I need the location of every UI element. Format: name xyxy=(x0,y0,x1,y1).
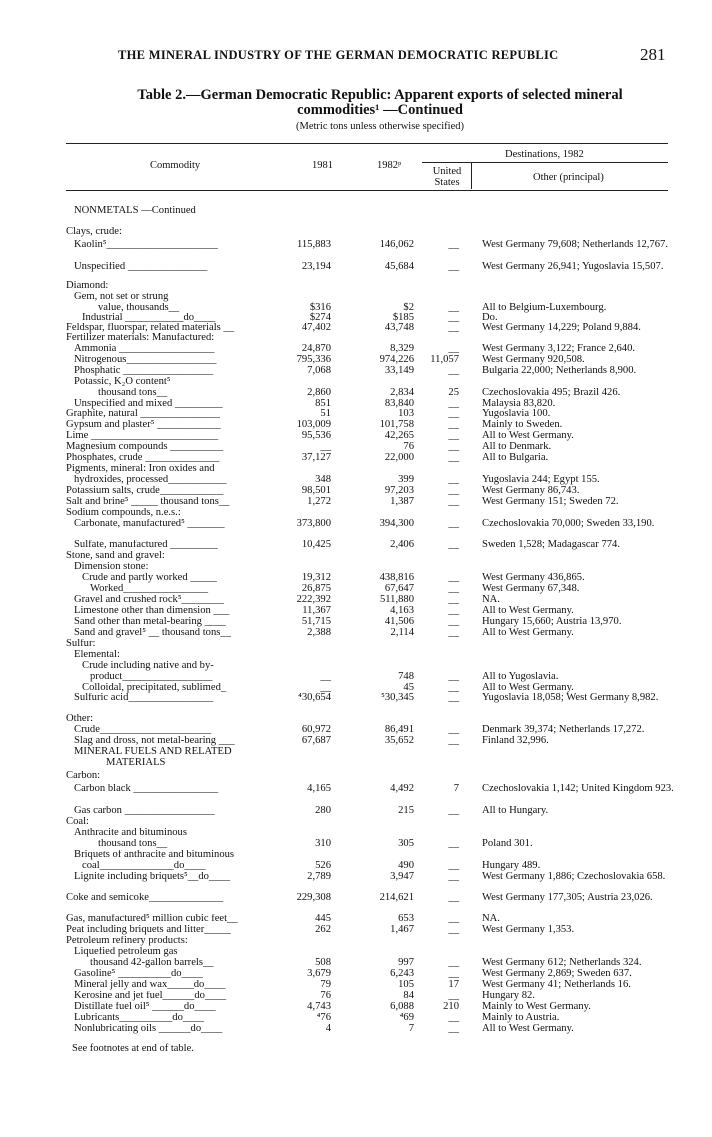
value-1982-cell: 146,062 xyxy=(379,239,414,250)
commodity-cell: thousand 42-gallon barrels__ xyxy=(90,958,214,968)
value-1982-cell: 4,163 xyxy=(390,605,414,616)
commodity-cell: Industrial ___________do____ xyxy=(82,313,216,323)
united-states-cell: 11,057 xyxy=(430,354,459,365)
other-destinations-cell: West Germany 436,865. xyxy=(482,572,585,583)
value-1982-cell: 103 xyxy=(398,408,414,419)
commodity-cell: Sulfate, manufactured _________ xyxy=(74,540,218,550)
commodity-cell: Crude and partly worked _____ xyxy=(82,573,217,583)
united-states-cell: 25 xyxy=(448,387,459,398)
value-1981-cell: 1,272 xyxy=(307,496,331,507)
value-1981-cell: $316 xyxy=(309,302,331,313)
value-1981-cell: 2,388 xyxy=(307,627,331,638)
value-1981-cell: 79 xyxy=(320,979,331,990)
united-states-cell: __ xyxy=(448,805,459,816)
value-1981-cell: __ xyxy=(320,441,331,452)
commodity-cell: Feldspar, fluorspar, related materials __ xyxy=(66,323,235,333)
other-destinations-cell: West Germany 67,348. xyxy=(482,583,580,594)
united-states-cell: __ xyxy=(448,838,459,849)
value-1981-cell: 526 xyxy=(315,860,331,871)
value-1981-cell: 280 xyxy=(315,805,331,816)
value-1982-cell: 76 xyxy=(403,441,414,452)
other-destinations-cell: Yugoslavia 100. xyxy=(482,408,551,419)
value-1982-cell: 83,840 xyxy=(384,398,414,409)
commodity-cell: Coke and semicoke______________ xyxy=(66,893,224,903)
value-1981-cell: 262 xyxy=(315,924,331,935)
commodity-cell: Clays, crude: xyxy=(66,227,122,237)
commodity-cell: Nonlubricating oils ______do____ xyxy=(74,1024,223,1034)
other-destinations-cell: NA. xyxy=(482,594,500,605)
value-1982-cell: 105 xyxy=(398,979,414,990)
other-destinations-cell: Bulgaria 22,000; Netherlands 8,900. xyxy=(482,365,637,376)
value-1982-cell: 67,647 xyxy=(384,583,414,594)
value-1981-cell: 229,308 xyxy=(296,892,331,903)
commodity-cell: Briquets of anthracite and bituminous xyxy=(74,850,235,860)
table-title-line1: Table 2.—German Democratic Republic: Apparent exports of selected mineral xyxy=(137,87,623,103)
united-states-cell: __ xyxy=(448,627,459,638)
value-1981-cell: ⁴30,654 xyxy=(298,692,331,703)
value-1982-cell: 997 xyxy=(398,957,414,968)
united-states-cell: __ xyxy=(448,583,459,594)
value-1981-cell: 19,312 xyxy=(301,572,331,583)
united-states-cell: __ xyxy=(448,605,459,616)
value-1981-cell: 26,875 xyxy=(301,583,331,594)
value-1981-cell: 10,425 xyxy=(301,539,331,550)
value-1982-cell: 399 xyxy=(398,474,414,485)
other-destinations-cell: Mainly to Sweden. xyxy=(482,419,563,430)
other-destinations-cell: West Germany 26,941; Yugoslavia 15,507. xyxy=(482,261,664,272)
united-states-cell: 7 xyxy=(453,783,459,794)
commodity-cell: Salt and brine⁵ _____ thousand tons__ xyxy=(66,497,230,507)
commodity-cell: Potassic, K₂O content⁵ xyxy=(74,377,171,387)
commodity-cell: Gas, manufactured⁵ million cubic feet__ xyxy=(66,914,238,924)
united-states-cell: __ xyxy=(448,322,459,333)
other-destinations-cell: Poland 301. xyxy=(482,838,533,849)
other-destinations-cell: All to West Germany. xyxy=(482,682,574,693)
value-1981-cell: ⁴76 xyxy=(316,1012,331,1023)
other-destinations-cell: West Germany 79,608; Netherlands 12,767. xyxy=(482,239,668,250)
value-1981-cell: 3,679 xyxy=(307,968,331,979)
other-destinations-cell: All to Yugoslavia. xyxy=(482,671,559,682)
value-1982-cell: 215 xyxy=(398,805,414,816)
commodity-cell: NONMETALS —Continued xyxy=(74,206,196,216)
commodity-cell: Gem, not set or strung xyxy=(74,292,169,302)
commodity-cell: hydroxides, processed___________ xyxy=(74,475,227,485)
united-states-cell: __ xyxy=(448,452,459,463)
commodity-cell: Gasoline⁵ __________do____ xyxy=(74,969,203,979)
commodity-cell: Phosphatic _________________ xyxy=(74,366,214,376)
commodity-cell: product_________________ xyxy=(90,672,213,682)
value-1982-cell: 2,834 xyxy=(390,387,414,398)
other-destinations-cell: Denmark 39,374; Netherlands 17,272. xyxy=(482,724,645,735)
commodity-cell: Liquefied petroleum gas xyxy=(74,947,178,957)
value-1982-cell: 84 xyxy=(403,990,414,1001)
value-1982-cell: 41,506 xyxy=(384,616,414,627)
commodity-cell: thousand tons__ xyxy=(98,839,168,849)
commodity-cell: Ammonia __________________ xyxy=(74,344,215,354)
commodity-cell: Coal: xyxy=(66,817,89,827)
other-destinations-cell: Malaysia 83,820. xyxy=(482,398,556,409)
commodity-cell: Kerosine and jet fuel______do____ xyxy=(74,991,227,1001)
commodity-cell: Limestone other than dimension ___ xyxy=(74,606,230,616)
united-states-cell: __ xyxy=(448,671,459,682)
commodity-cell: Gypsum and plaster⁵ ____________ xyxy=(66,420,221,430)
value-1982-cell: 22,000 xyxy=(384,452,414,463)
value-1982-cell: $185 xyxy=(392,312,414,323)
value-1981-cell: 37,127 xyxy=(301,452,331,463)
united-states-cell: __ xyxy=(448,539,459,550)
value-1981-cell: 95,536 xyxy=(301,430,331,441)
united-states-cell: __ xyxy=(448,408,459,419)
commodity-cell: Slag and dross, not metal-bearing ___ xyxy=(74,736,235,746)
united-states-cell: __ xyxy=(448,518,459,529)
value-1981-cell: __ xyxy=(320,671,331,682)
other-destinations-cell: All to West Germany. xyxy=(482,430,574,441)
other-destinations-cell: West Germany 612; Netherlands 324. xyxy=(482,957,642,968)
united-states-cell: __ xyxy=(448,1012,459,1023)
value-1982-cell: 490 xyxy=(398,860,414,871)
value-1982-cell: 2,406 xyxy=(390,539,414,550)
other-destinations-cell: Finland 32,996. xyxy=(482,735,549,746)
united-states-cell: __ xyxy=(448,239,459,250)
united-states-cell: __ xyxy=(448,419,459,430)
value-1981-cell: 60,972 xyxy=(301,724,331,735)
value-1981-cell: 76 xyxy=(320,990,331,1001)
value-1981-cell: 508 xyxy=(315,957,331,968)
value-1981-cell: 851 xyxy=(315,398,331,409)
united-states-cell: __ xyxy=(448,398,459,409)
other-destinations-cell: All to West Germany. xyxy=(482,1023,574,1034)
value-1982-cell: 974,226 xyxy=(379,354,414,365)
united-states-cell: __ xyxy=(448,1023,459,1034)
value-1982-cell: 45 xyxy=(403,682,414,693)
united-states-cell: 17 xyxy=(448,979,459,990)
commodity-cell: MINERAL FUELS AND RELATED xyxy=(74,747,232,757)
united-states-cell: __ xyxy=(448,365,459,376)
united-states-cell: __ xyxy=(448,860,459,871)
commodity-cell: Petroleum refinery products: xyxy=(66,936,188,946)
other-destinations-cell: West Germany 86,743. xyxy=(482,485,580,496)
other-destinations-cell: Mainly to West Germany. xyxy=(482,1001,591,1012)
other-destinations-cell: West Germany 14,229; Poland 9,884. xyxy=(482,322,641,333)
united-states-cell: __ xyxy=(448,892,459,903)
commodity-cell: Gas carbon _________________ xyxy=(74,806,215,816)
united-states-cell: __ xyxy=(448,968,459,979)
value-1982-cell: 97,203 xyxy=(384,485,414,496)
value-1982-cell: 438,816 xyxy=(379,572,414,583)
other-destinations-cell: All to Belgium-Luxembourg. xyxy=(482,302,607,313)
commodity-cell: Other: xyxy=(66,714,94,724)
commodity-cell: Unspecified and mixed _________ xyxy=(74,399,223,409)
united-states-cell: __ xyxy=(448,990,459,1001)
table-title-line2: commodities¹ —Continued xyxy=(297,102,463,118)
value-1982-cell: 748 xyxy=(398,671,414,682)
commodity-cell: Nitrogenous_________________ xyxy=(74,355,217,365)
header-other-principal: Other (principal) xyxy=(533,172,604,183)
value-1981-cell: 115,883 xyxy=(296,239,331,250)
other-destinations-cell: NA. xyxy=(482,913,500,924)
header-1981: 1981 xyxy=(312,160,333,171)
value-1982-cell: 305 xyxy=(398,838,414,849)
commodity-cell: Dimension stone: xyxy=(74,562,149,572)
united-states-cell: 210 xyxy=(443,1001,459,1012)
commodity-cell: Sand other than metal-bearing ____ xyxy=(74,617,226,627)
other-destinations-cell: All to Denmark. xyxy=(482,441,552,452)
united-states-cell: __ xyxy=(448,913,459,924)
united-states-cell: __ xyxy=(448,692,459,703)
united-states-cell: __ xyxy=(448,302,459,313)
value-1981-cell: 348 xyxy=(315,474,331,485)
commodity-cell: Potassium salts, crude____________ xyxy=(66,486,224,496)
commodity-cell: Sand and gravel⁵ __ thousand tons__ xyxy=(74,628,231,638)
header-destinations: Destinations, 1982 xyxy=(505,149,584,160)
commodity-cell: Worked________________ xyxy=(90,584,209,594)
other-destinations-cell: Sweden 1,528; Madagascar 774. xyxy=(482,539,620,550)
united-states-cell: __ xyxy=(448,924,459,935)
value-1982-cell: $2 xyxy=(403,302,414,313)
value-1982-cell: 3,947 xyxy=(390,871,414,882)
other-destinations-cell: Czechoslovakia 70,000; Sweden 33,190. xyxy=(482,518,655,529)
united-states-cell: __ xyxy=(448,682,459,693)
value-1982-cell: 33,149 xyxy=(384,365,414,376)
commodity-cell: Phosphates, crude ______________ xyxy=(66,453,220,463)
value-1981-cell: 2,789 xyxy=(307,871,331,882)
value-1981-cell: __ xyxy=(320,682,331,693)
value-1982-cell: 45,684 xyxy=(384,261,414,272)
value-1981-cell: 310 xyxy=(315,838,331,849)
commodity-cell: Colloidal, precipitated, sublimed_ xyxy=(82,683,227,693)
commodity-cell: Crude including native and by- xyxy=(82,661,214,671)
value-1981-cell: 2,860 xyxy=(307,387,331,398)
commodity-cell: Anthracite and bituminous xyxy=(74,828,187,838)
other-destinations-cell: West Germany 3,122; France 2,640. xyxy=(482,343,636,354)
other-destinations-cell: Do. xyxy=(482,312,498,323)
value-1981-cell: 51 xyxy=(320,408,331,419)
commodity-cell: Diamond: xyxy=(66,281,109,291)
value-1981-cell: $274 xyxy=(309,312,331,323)
commodity-cell: Carbon: xyxy=(66,771,101,781)
other-destinations-cell: Hungary 489. xyxy=(482,860,541,871)
value-1982-cell: 42,265 xyxy=(384,430,414,441)
value-1982-cell: 6,243 xyxy=(390,968,414,979)
value-1981-cell: 23,194 xyxy=(301,261,331,272)
value-1982-cell: ⁴69 xyxy=(399,1012,414,1023)
commodity-cell: Sodium compounds, n.e.s.: xyxy=(66,508,181,518)
united-states-cell: __ xyxy=(448,430,459,441)
other-destinations-cell: West Germany 177,305; Austria 23,026. xyxy=(482,892,653,903)
value-1982-cell: 7 xyxy=(408,1023,414,1034)
value-1982-cell: 2,114 xyxy=(390,627,414,638)
commodity-cell: Crude_____________________ xyxy=(74,725,212,735)
commodity-cell: Stone, sand and gravel: xyxy=(66,551,165,561)
commodity-cell: Gravel and crushed rock⁵________ xyxy=(74,595,224,605)
value-1982-cell: 511,880 xyxy=(379,594,414,605)
value-1982-cell: 1,467 xyxy=(390,924,414,935)
value-1981-cell: 24,870 xyxy=(301,343,331,354)
united-states-cell: __ xyxy=(448,724,459,735)
other-destinations-cell: West Germany 41; Netherlands 16. xyxy=(482,979,631,990)
commodity-cell: thousand tons__ xyxy=(98,388,168,398)
commodity-cell: Carbonate, manufactured⁵ _______ xyxy=(74,519,225,529)
header-united-states: United States xyxy=(432,166,462,188)
value-1982-cell: 214,621 xyxy=(379,892,414,903)
page-number: 281 xyxy=(640,45,666,64)
value-1981-cell: 4,743 xyxy=(307,1001,331,1012)
commodity-cell: Pigments, mineral: Iron oxides and xyxy=(66,464,215,474)
other-destinations-cell: West Germany 151; Sweden 72. xyxy=(482,496,619,507)
table-subtitle: (Metric tons unless otherwise specified) xyxy=(296,121,464,132)
header-1982: 1982ᵖ xyxy=(377,160,402,171)
united-states-cell: __ xyxy=(448,441,459,452)
value-1982-cell: 653 xyxy=(398,913,414,924)
value-1982-cell: ⁵30,345 xyxy=(381,692,414,703)
united-states-cell: __ xyxy=(448,957,459,968)
value-1981-cell: 7,068 xyxy=(307,365,331,376)
other-destinations-cell: All to West Germany. xyxy=(482,605,574,616)
commodity-cell: Kaolin⁵_____________________ xyxy=(74,240,218,250)
commodity-cell: Lime ________________________ xyxy=(66,431,219,441)
other-destinations-cell: Czechoslovakia 1,142; United Kingdom 923. xyxy=(482,783,674,794)
value-1981-cell: 51,715 xyxy=(301,616,331,627)
other-destinations-cell: All to West Germany. xyxy=(482,627,574,638)
commodity-cell: MATERIALS xyxy=(106,758,166,768)
other-destinations-cell: All to Bulgaria. xyxy=(482,452,549,463)
value-1981-cell: 795,336 xyxy=(296,354,331,365)
value-1982-cell: 6,088 xyxy=(390,1001,414,1012)
commodity-cell: value, thousands__ xyxy=(98,303,180,313)
value-1982-cell: 394,300 xyxy=(379,518,414,529)
other-destinations-cell: Yugoslavia 18,058; West Germany 8,982. xyxy=(482,692,659,703)
other-destinations-cell: Czechoslovakia 495; Brazil 426. xyxy=(482,387,621,398)
value-1981-cell: 98,501 xyxy=(301,485,331,496)
united-states-cell: __ xyxy=(448,261,459,272)
commodity-cell: Elemental: xyxy=(74,650,120,660)
commodity-cell: coal______________do____ xyxy=(82,861,206,871)
other-destinations-cell: West Germany 2,869; Sweden 637. xyxy=(482,968,632,979)
other-destinations-cell: West Germany 1,353. xyxy=(482,924,575,935)
commodity-cell: Fertilizer materials: Manufactured: xyxy=(66,333,215,343)
commodity-cell: Lubricants__________do____ xyxy=(74,1013,205,1023)
value-1981-cell: 11,367 xyxy=(302,605,331,616)
value-1981-cell: 67,687 xyxy=(301,735,331,746)
value-1981-cell: 4 xyxy=(325,1023,331,1034)
commodity-cell: Sulfur: xyxy=(66,639,96,649)
value-1981-cell: 47,402 xyxy=(301,322,331,333)
value-1981-cell: 4,165 xyxy=(307,783,331,794)
value-1982-cell: 101,758 xyxy=(379,419,414,430)
commodity-cell: Lignite including briquets⁵__do____ xyxy=(74,872,231,882)
commodity-cell: Mineral jelly and wax_____do____ xyxy=(74,980,226,990)
footnote-reference: See footnotes at end of table. xyxy=(72,1043,194,1054)
value-1982-cell: 35,652 xyxy=(384,735,414,746)
value-1982-cell: 43,748 xyxy=(384,322,414,333)
other-destinations-cell: West Germany 1,886; Czechoslovakia 658. xyxy=(482,871,666,882)
value-1981-cell: 222,392 xyxy=(296,594,331,605)
united-states-cell: __ xyxy=(448,312,459,323)
other-destinations-cell: Hungary 82. xyxy=(482,990,535,1001)
united-states-cell: __ xyxy=(448,735,459,746)
running-head: THE MINERAL INDUSTRY OF THE GERMAN DEMOCRATIC REPUBLIC xyxy=(118,48,559,62)
united-states-cell: __ xyxy=(448,496,459,507)
value-1982-cell: 8,329 xyxy=(390,343,414,354)
commodity-cell: Distillate fuel oil⁵ ______do____ xyxy=(74,1002,216,1012)
commodity-cell: Graphite, natural _______________ xyxy=(66,409,220,419)
value-1982-cell: 4,492 xyxy=(390,783,414,794)
header-commodity: Commodity xyxy=(150,160,201,171)
value-1981-cell: 445 xyxy=(315,913,331,924)
value-1982-cell: 1,387 xyxy=(390,496,414,507)
value-1981-cell: 373,800 xyxy=(296,518,331,529)
other-destinations-cell: Mainly to Austria. xyxy=(482,1012,560,1023)
commodity-cell: Unspecified _______________ xyxy=(74,262,208,272)
value-1982-cell: 86,491 xyxy=(384,724,414,735)
other-destinations-cell: Yugoslavia 244; Egypt 155. xyxy=(482,474,600,485)
united-states-cell: __ xyxy=(448,871,459,882)
commodity-cell: Magnesium compounds __________ xyxy=(66,442,224,452)
commodity-cell: Sulfuric acid________________ xyxy=(74,693,214,703)
united-states-cell: __ xyxy=(448,594,459,605)
united-states-cell: __ xyxy=(448,474,459,485)
united-states-cell: __ xyxy=(448,485,459,496)
value-1981-cell: 103,009 xyxy=(296,419,331,430)
other-destinations-cell: Hungary 15,660; Austria 13,970. xyxy=(482,616,622,627)
commodity-cell: Carbon black ________________ xyxy=(74,784,219,794)
commodity-cell: Peat including briquets and litter_____ xyxy=(66,925,231,935)
united-states-cell: __ xyxy=(448,572,459,583)
united-states-cell: __ xyxy=(448,616,459,627)
united-states-cell: __ xyxy=(448,343,459,354)
other-destinations-cell: All to Hungary. xyxy=(482,805,549,816)
other-destinations-cell: West Germany 920,508. xyxy=(482,354,585,365)
